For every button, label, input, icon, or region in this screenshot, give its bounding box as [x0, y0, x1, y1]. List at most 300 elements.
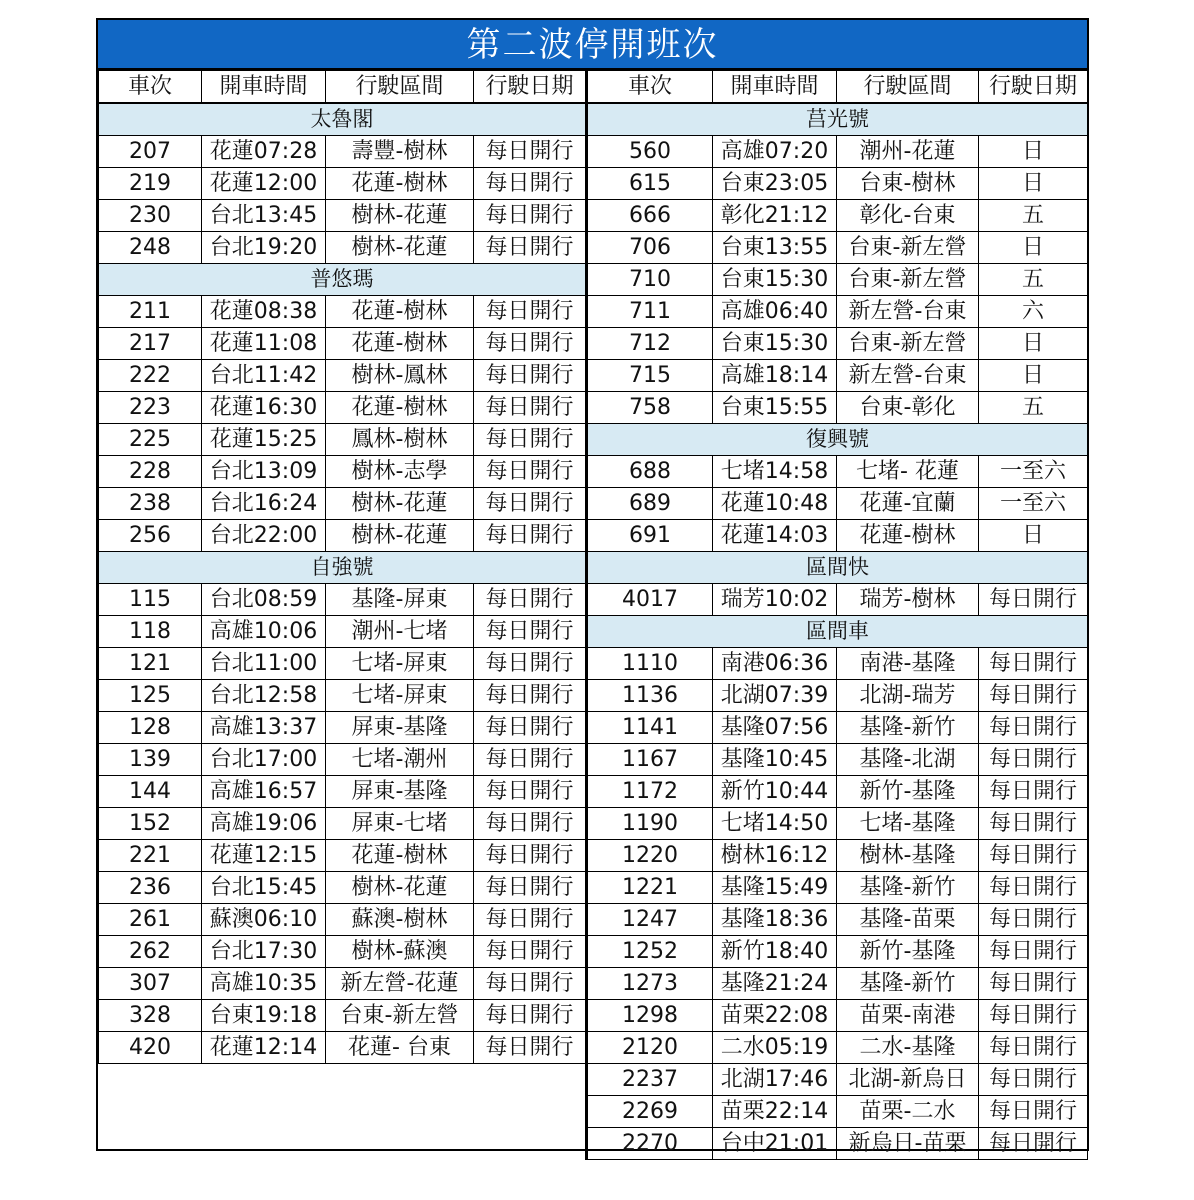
train-number-cell: 223: [99, 392, 202, 424]
table-row: [99, 296, 586, 328]
service-days-cell: 六: [979, 296, 1088, 328]
departure-time-cell: 台中21:01: [713, 1128, 837, 1160]
route-cell: 花蓮-樹林: [326, 296, 474, 328]
service-days-cell: 每日開行: [979, 936, 1088, 968]
table-row: [99, 168, 586, 200]
blank-row: [99, 1064, 586, 1096]
route-cell: 樹林-花蓮: [326, 488, 474, 520]
departure-time-cell: 台北13:45: [202, 200, 326, 232]
table-row: [588, 1032, 1088, 1064]
route-cell: 新竹-基隆: [837, 936, 979, 968]
route-cell: 樹林-花蓮: [326, 872, 474, 904]
table-row: [99, 1032, 586, 1064]
service-days-cell: 五: [979, 200, 1088, 232]
service-days-cell: 每日開行: [474, 616, 586, 648]
route-cell: 樹林-花蓮: [326, 200, 474, 232]
route-cell: 樹林-志學: [326, 456, 474, 488]
train-type-label: 自強號: [99, 552, 586, 584]
service-days-cell: 每日開行: [979, 840, 1088, 872]
departure-time-cell: 台北13:09: [202, 456, 326, 488]
service-days-cell: 每日開行: [474, 488, 586, 520]
route-cell: 屏東-七堵: [326, 808, 474, 840]
train-number-cell: 1190: [588, 808, 713, 840]
table-row: [99, 904, 586, 936]
service-days-cell: 日: [979, 232, 1088, 264]
departure-time-cell: 台北19:20: [202, 232, 326, 264]
route-cell: 鳳林-樹林: [326, 424, 474, 456]
departure-time-cell: 基隆18:36: [713, 904, 837, 936]
section-header-row: [588, 424, 1088, 456]
train-number-cell: 128: [99, 712, 202, 744]
service-days-cell: 每日開行: [474, 680, 586, 712]
table-row: [99, 840, 586, 872]
departure-time-cell: 花蓮12:14: [202, 1032, 326, 1064]
departure-time-cell: 花蓮15:25: [202, 424, 326, 456]
train-number-cell: 217: [99, 328, 202, 360]
table-row: [588, 872, 1088, 904]
route-cell: 台東-新左營: [837, 328, 979, 360]
departure-time-cell: 南港06:36: [713, 648, 837, 680]
column-header: 車次: [99, 71, 202, 104]
table-row: [588, 1064, 1088, 1096]
service-days-cell: 每日開行: [979, 680, 1088, 712]
train-number-cell: 689: [588, 488, 713, 520]
column-header: 行駛區間: [326, 71, 474, 104]
train-number-cell: 758: [588, 392, 713, 424]
service-days-cell: 每日開行: [474, 328, 586, 360]
route-cell: 北湖-瑞芳: [837, 680, 979, 712]
departure-time-cell: 高雄13:37: [202, 712, 326, 744]
service-days-cell: 每日開行: [474, 936, 586, 968]
service-days-cell: 每日開行: [979, 968, 1088, 1000]
train-number-cell: 230: [99, 200, 202, 232]
section-header-row: [99, 103, 586, 136]
service-days-cell: 每日開行: [474, 584, 586, 616]
column-header: 行駛日期: [979, 71, 1088, 104]
service-days-cell: 每日開行: [474, 392, 586, 424]
route-cell: 台東-新左營: [326, 1000, 474, 1032]
route-cell: 樹林-基隆: [837, 840, 979, 872]
route-cell: 南港-基隆: [837, 648, 979, 680]
route-cell: 台東-新左營: [837, 264, 979, 296]
service-days-cell: 每日開行: [474, 744, 586, 776]
service-days-cell: 每日開行: [979, 1064, 1088, 1096]
section-header-row: [588, 552, 1088, 584]
route-cell: 彰化-台東: [837, 200, 979, 232]
train-number-cell: 1167: [588, 744, 713, 776]
route-cell: 花蓮-樹林: [326, 840, 474, 872]
route-cell: 台東-樹林: [837, 168, 979, 200]
table-row: [588, 488, 1088, 520]
page-title: 第二波停開班次: [98, 20, 1087, 70]
table-row: [99, 808, 586, 840]
route-cell: 花蓮-樹林: [837, 520, 979, 552]
train-number-cell: 1141: [588, 712, 713, 744]
route-cell: 花蓮-樹林: [326, 392, 474, 424]
departure-time-cell: 蘇澳06:10: [202, 904, 326, 936]
train-number-cell: 615: [588, 168, 713, 200]
departure-time-cell: 北湖17:46: [713, 1064, 837, 1096]
service-days-cell: 每日開行: [474, 712, 586, 744]
column-header: 開車時間: [202, 71, 326, 104]
departure-time-cell: 高雄18:14: [713, 360, 837, 392]
train-number-cell: 328: [99, 1000, 202, 1032]
departure-time-cell: 台東15:30: [713, 328, 837, 360]
train-type-label: 區間快: [588, 552, 1088, 584]
service-days-cell: 日: [979, 136, 1088, 168]
train-number-cell: 2270: [588, 1128, 713, 1160]
train-number-cell: 1172: [588, 776, 713, 808]
departure-time-cell: 新竹10:44: [713, 776, 837, 808]
service-days-cell: 每日開行: [979, 808, 1088, 840]
route-cell: 台東-彰化: [837, 392, 979, 424]
service-days-cell: 日: [979, 168, 1088, 200]
route-cell: 蘇澳-樹林: [326, 904, 474, 936]
departure-time-cell: 花蓮07:28: [202, 136, 326, 168]
table-row: [99, 744, 586, 776]
train-number-cell: 2269: [588, 1096, 713, 1128]
departure-time-cell: 瑞芳10:02: [713, 584, 837, 616]
table-row: [99, 232, 586, 264]
service-days-cell: 每日開行: [979, 712, 1088, 744]
train-number-cell: 706: [588, 232, 713, 264]
service-days-cell: 每日開行: [979, 584, 1088, 616]
table-row: [588, 168, 1088, 200]
service-days-cell: 每日開行: [979, 1128, 1088, 1160]
table-row: [99, 712, 586, 744]
route-cell: 苗栗-二水: [837, 1096, 979, 1128]
departure-time-cell: 台北22:00: [202, 520, 326, 552]
route-cell: 潮州-七堵: [326, 616, 474, 648]
blank-cell: [99, 1126, 586, 1157]
left-table-column: [98, 70, 585, 1157]
train-number-cell: 420: [99, 1032, 202, 1064]
table-row: [99, 488, 586, 520]
train-number-cell: 1136: [588, 680, 713, 712]
service-days-cell: 每日開行: [474, 424, 586, 456]
departure-time-cell: 七堵14:50: [713, 808, 837, 840]
service-days-cell: 每日開行: [979, 648, 1088, 680]
table-row: [588, 1128, 1088, 1160]
table-row: [588, 808, 1088, 840]
service-days-cell: 每日開行: [979, 904, 1088, 936]
departure-time-cell: 高雄06:40: [713, 296, 837, 328]
train-number-cell: 139: [99, 744, 202, 776]
column-header: 行駛區間: [837, 71, 979, 104]
train-number-cell: 262: [99, 936, 202, 968]
departure-time-cell: 花蓮08:38: [202, 296, 326, 328]
table-row: [99, 872, 586, 904]
service-days-cell: 每日開行: [474, 136, 586, 168]
train-number-cell: 222: [99, 360, 202, 392]
table-row: [588, 232, 1088, 264]
departure-time-cell: 台東15:30: [713, 264, 837, 296]
train-number-cell: 248: [99, 232, 202, 264]
right-table-column: [585, 70, 1087, 1160]
table-header-row: [588, 71, 1088, 104]
train-number-cell: 307: [99, 968, 202, 1000]
departure-time-cell: 基隆07:56: [713, 712, 837, 744]
table-row: [99, 584, 586, 616]
service-days-cell: 每日開行: [979, 1000, 1088, 1032]
service-days-cell: 每日開行: [474, 1032, 586, 1064]
service-days-cell: 每日開行: [474, 968, 586, 1000]
departure-time-cell: 苗栗22:14: [713, 1096, 837, 1128]
train-number-cell: 221: [99, 840, 202, 872]
route-cell: 台東-新左營: [837, 232, 979, 264]
table-row: [588, 328, 1088, 360]
service-days-cell: 每日開行: [474, 1000, 586, 1032]
service-days-cell: 一至六: [979, 456, 1088, 488]
service-days-cell: 五: [979, 264, 1088, 296]
right-schedule-table: [587, 70, 1088, 1160]
route-cell: 樹林-蘇澳: [326, 936, 474, 968]
route-cell: 樹林-鳳林: [326, 360, 474, 392]
table-row: [588, 392, 1088, 424]
departure-time-cell: 北湖07:39: [713, 680, 837, 712]
table-row: [99, 520, 586, 552]
departure-time-cell: 基隆10:45: [713, 744, 837, 776]
route-cell: 樹林-花蓮: [326, 520, 474, 552]
table-row: [588, 904, 1088, 936]
table-row: [99, 200, 586, 232]
route-cell: 七堵-潮州: [326, 744, 474, 776]
train-number-cell: 711: [588, 296, 713, 328]
departure-time-cell: 台北17:30: [202, 936, 326, 968]
service-days-cell: 每日開行: [979, 1032, 1088, 1064]
service-days-cell: 日: [979, 328, 1088, 360]
table-row: [99, 776, 586, 808]
column-header: 車次: [588, 71, 713, 104]
train-number-cell: 207: [99, 136, 202, 168]
train-number-cell: 2237: [588, 1064, 713, 1096]
train-number-cell: 715: [588, 360, 713, 392]
table-row: [99, 392, 586, 424]
departure-time-cell: 台北16:24: [202, 488, 326, 520]
route-cell: 壽豐-樹林: [326, 136, 474, 168]
train-number-cell: 121: [99, 648, 202, 680]
route-cell: 新竹-基隆: [837, 776, 979, 808]
route-cell: 花蓮-樹林: [326, 328, 474, 360]
departure-time-cell: 台北17:00: [202, 744, 326, 776]
service-days-cell: 日: [979, 520, 1088, 552]
column-header: 開車時間: [713, 71, 837, 104]
service-days-cell: 每日開行: [474, 296, 586, 328]
train-number-cell: 666: [588, 200, 713, 232]
table-row: [588, 840, 1088, 872]
train-number-cell: 225: [99, 424, 202, 456]
train-type-label: 區間車: [588, 616, 1088, 648]
train-number-cell: 144: [99, 776, 202, 808]
table-row: [588, 680, 1088, 712]
service-days-cell: 每日開行: [474, 456, 586, 488]
train-number-cell: 115: [99, 584, 202, 616]
table-row: [99, 936, 586, 968]
train-number-cell: 118: [99, 616, 202, 648]
train-number-cell: 1247: [588, 904, 713, 936]
train-number-cell: 261: [99, 904, 202, 936]
departure-time-cell: 花蓮14:03: [713, 520, 837, 552]
departure-time-cell: 花蓮10:48: [713, 488, 837, 520]
table-row: [588, 776, 1088, 808]
train-type-label: 復興號: [588, 424, 1088, 456]
route-cell: 新左營-花蓮: [326, 968, 474, 1000]
departure-time-cell: 台東15:55: [713, 392, 837, 424]
route-cell: 屏東-基隆: [326, 712, 474, 744]
train-type-label: 莒光號: [588, 103, 1088, 136]
table-row: [588, 200, 1088, 232]
left-schedule-table: [98, 70, 586, 1157]
service-days-cell: 每日開行: [474, 232, 586, 264]
service-days-cell: 每日開行: [474, 840, 586, 872]
route-cell: 新烏日-苗栗: [837, 1128, 979, 1160]
train-number-cell: 712: [588, 328, 713, 360]
table-row: [588, 360, 1088, 392]
departure-time-cell: 樹林16:12: [713, 840, 837, 872]
table-row: [588, 648, 1088, 680]
table-row: [588, 968, 1088, 1000]
route-cell: 七堵-屏東: [326, 680, 474, 712]
route-cell: 苗栗-南港: [837, 1000, 979, 1032]
service-days-cell: 每日開行: [474, 360, 586, 392]
departure-time-cell: 七堵14:58: [713, 456, 837, 488]
route-cell: 基隆-新竹: [837, 712, 979, 744]
route-cell: 基隆-新竹: [837, 968, 979, 1000]
service-days-cell: 每日開行: [474, 168, 586, 200]
train-number-cell: 219: [99, 168, 202, 200]
blank-row: [99, 1095, 586, 1126]
service-days-cell: 每日開行: [474, 872, 586, 904]
service-days-cell: 日: [979, 360, 1088, 392]
service-days-cell: 五: [979, 392, 1088, 424]
service-days-cell: 每日開行: [979, 744, 1088, 776]
train-number-cell: 125: [99, 680, 202, 712]
train-number-cell: 152: [99, 808, 202, 840]
schedule-sheet: [96, 18, 1089, 1156]
departure-time-cell: 台北15:45: [202, 872, 326, 904]
table-row: [99, 360, 586, 392]
train-number-cell: 228: [99, 456, 202, 488]
departure-time-cell: 花蓮12:00: [202, 168, 326, 200]
departure-time-cell: 台東23:05: [713, 168, 837, 200]
departure-time-cell: 花蓮12:15: [202, 840, 326, 872]
train-number-cell: 710: [588, 264, 713, 296]
route-cell: 基隆-北湖: [837, 744, 979, 776]
departure-time-cell: 花蓮11:08: [202, 328, 326, 360]
table-row: [99, 136, 586, 168]
train-number-cell: 211: [99, 296, 202, 328]
table-row: [588, 712, 1088, 744]
table-row: [99, 456, 586, 488]
train-number-cell: 236: [99, 872, 202, 904]
table-row: [588, 136, 1088, 168]
table-row: [99, 328, 586, 360]
route-cell: 基隆-屏東: [326, 584, 474, 616]
departure-time-cell: 花蓮16:30: [202, 392, 326, 424]
train-number-cell: 2120: [588, 1032, 713, 1064]
departure-time-cell: 高雄07:20: [713, 136, 837, 168]
route-cell: 潮州-花蓮: [837, 136, 979, 168]
route-cell: 七堵-屏東: [326, 648, 474, 680]
table-row: [588, 584, 1088, 616]
train-type-label: 普悠瑪: [99, 264, 586, 296]
table-header-row: [99, 71, 586, 104]
route-cell: 花蓮-樹林: [326, 168, 474, 200]
table-row: [588, 936, 1088, 968]
section-header-row: [99, 552, 586, 584]
column-header: 行駛日期: [474, 71, 586, 104]
departure-time-cell: 台北12:58: [202, 680, 326, 712]
departure-time-cell: 高雄19:06: [202, 808, 326, 840]
train-number-cell: 560: [588, 136, 713, 168]
table-row: [588, 1096, 1088, 1128]
departure-time-cell: 基隆21:24: [713, 968, 837, 1000]
train-number-cell: 1221: [588, 872, 713, 904]
route-cell: 樹林-花蓮: [326, 232, 474, 264]
departure-time-cell: 高雄10:35: [202, 968, 326, 1000]
table-row: [588, 264, 1088, 296]
table-row: [99, 424, 586, 456]
departure-time-cell: 台北11:42: [202, 360, 326, 392]
service-days-cell: 每日開行: [979, 1096, 1088, 1128]
route-cell: 新左營-台東: [837, 360, 979, 392]
train-number-cell: 1252: [588, 936, 713, 968]
service-days-cell: 每日開行: [979, 776, 1088, 808]
service-days-cell: 每日開行: [474, 904, 586, 936]
route-cell: 屏東-基隆: [326, 776, 474, 808]
departure-time-cell: 基隆15:49: [713, 872, 837, 904]
train-number-cell: 238: [99, 488, 202, 520]
section-header-row: [588, 616, 1088, 648]
route-cell: 基隆-新竹: [837, 872, 979, 904]
blank-cell: [99, 1064, 586, 1096]
train-number-cell: 688: [588, 456, 713, 488]
service-days-cell: 每日開行: [474, 808, 586, 840]
train-number-cell: 1220: [588, 840, 713, 872]
route-cell: 七堵- 花蓮: [837, 456, 979, 488]
table-row: [99, 680, 586, 712]
departure-time-cell: 台東13:55: [713, 232, 837, 264]
table-row: [588, 1000, 1088, 1032]
right-table-body: [588, 71, 1088, 1160]
blank-cell: [99, 1095, 586, 1126]
table-row: [588, 296, 1088, 328]
train-number-cell: 256: [99, 520, 202, 552]
table-row: [99, 1000, 586, 1032]
departure-time-cell: 高雄10:06: [202, 616, 326, 648]
table-row: [588, 456, 1088, 488]
route-cell: 基隆-苗栗: [837, 904, 979, 936]
departure-time-cell: 新竹18:40: [713, 936, 837, 968]
route-cell: 七堵-基隆: [837, 808, 979, 840]
section-header-row: [99, 264, 586, 296]
route-cell: 瑞芳-樹林: [837, 584, 979, 616]
route-cell: 花蓮- 台東: [326, 1032, 474, 1064]
service-days-cell: 每日開行: [474, 648, 586, 680]
left-table-body: [99, 71, 586, 1158]
departure-time-cell: 高雄16:57: [202, 776, 326, 808]
train-number-cell: 691: [588, 520, 713, 552]
departure-time-cell: 二水05:19: [713, 1032, 837, 1064]
route-cell: 北湖-新烏日: [837, 1064, 979, 1096]
departure-time-cell: 苗栗22:08: [713, 1000, 837, 1032]
service-days-cell: 每日開行: [474, 776, 586, 808]
route-cell: 新左營-台東: [837, 296, 979, 328]
route-cell: 二水-基隆: [837, 1032, 979, 1064]
service-days-cell: 每日開行: [474, 200, 586, 232]
section-header-row: [588, 103, 1088, 136]
route-cell: 花蓮-宜蘭: [837, 488, 979, 520]
